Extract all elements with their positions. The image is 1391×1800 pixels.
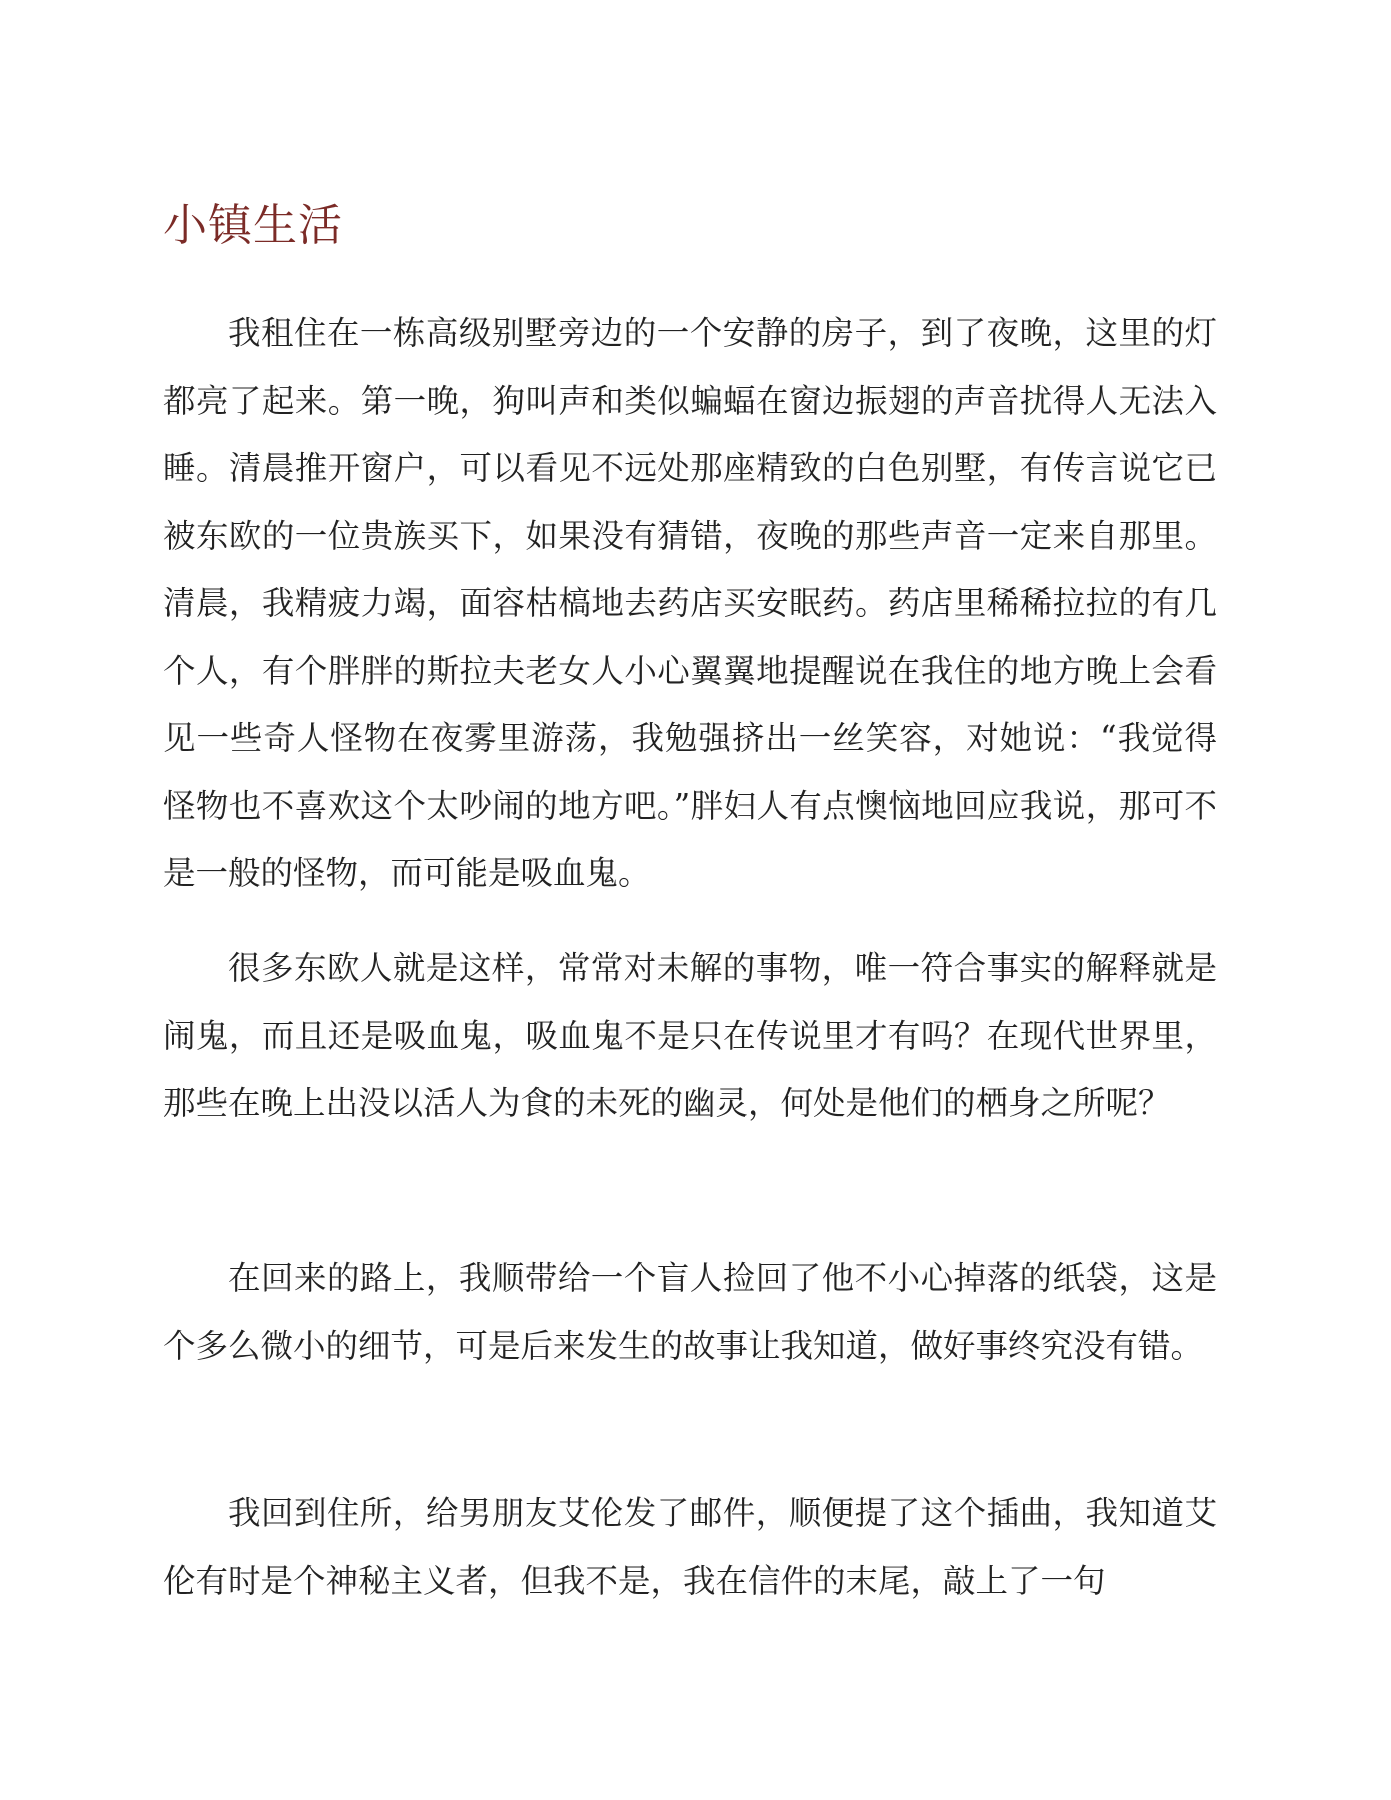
paragraph-2: 很多东欧人就是这样，常常对未解的事物，唯一符合事实的解释就是闹鬼，而且还是吸血鬼，吸血鬼不是只在传说里才有吗？在现代世界里，那些在晚上出没以活人为食的未死的幽灵，何处是他们的栖身之所呢？ [163,949,1217,1122]
paragraph-1: 我租住在一栋高级别墅旁边的一个安静的房子，到了夜晚，这里的灯都亮了起来。第一晚，狗叫声和类似蝙蝠在窗边振翅的声音扰得人无法入睡。清晨推开窗户，可以看见不远处那座精致的白色别墅，有传言说它已被东欧的一位贵族买下，如果没有猜错，夜晚的那些声音一定来自那里。清晨，我精疲力竭，面容枯槁地去药店买安眠药。药店里稀稀拉拉的有几个人，有个胖胖的斯拉夫老女人小心翼翼地提醒说在我住的地方晚上会看见一些奇人怪物在夜雾里游荡，我勉强挤出一丝笑容，对她说：“我觉得怪物也不喜欢这个太吵闹的地方吧。”胖妇人有点懊恼地回应我说，那可不是一般的怪物，而可能是吸血鬼。 [163,314,1217,892]
chapter-title: 小镇生活 [163,200,343,251]
paragraph-4: 我回到住所，给男朋友艾伦发了邮件，顺便提了这个插曲，我知道艾伦有时是个神秘主义者，但我不是，我在信件的末尾，敲上了一句 [163,1494,1217,1600]
paragraph-3: 在回来的路上，我顺带给一个盲人捡回了他不小心掉落的纸袋，这是个多么微小的细节，可是后来发生的故事让我知道，做好事终究没有错。 [163,1259,1217,1365]
